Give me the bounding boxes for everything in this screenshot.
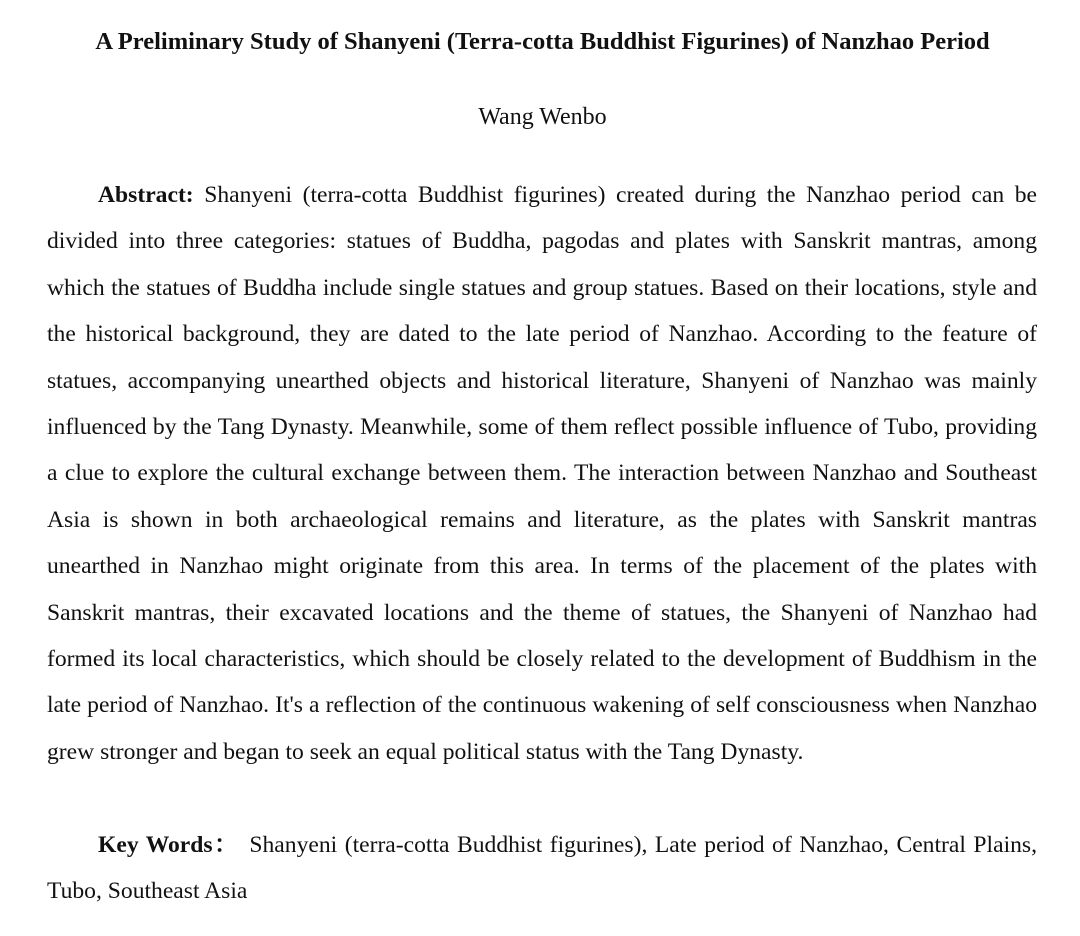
keywords-label: Key Words： xyxy=(98,832,240,858)
paper-title: A Preliminary Study of Shanyeni (Terra-cotta Buddhist Figurines) of Nanzhao Period xyxy=(95,28,990,55)
abstract-label: Abstract: xyxy=(98,182,194,208)
abstract-paragraph xyxy=(47,172,1037,775)
author-name: Wang Wenbo xyxy=(478,104,607,130)
keywords-text: Shanyeni (terra-cotta Buddhist figurines), Late period of Nanzhao, Central Plains, Tubo, Southeast Asia xyxy=(47,832,1037,905)
abstract-text: Shanyeni (terra-cotta Buddhist figurines) created during the Nanzhao period can be divided into three categories: statues of Buddha, pagodas and plates with Sanskrit mantras, among which the statues of Buddha include single statues and group statues. Based on their locations, style and the historical background, they are dated to the late period of Nanzhao. According to the feature of statues, accompanying unearthed objects and historical literature, Shanyeni of Nanzhao was mainly influenced by the Tang Dynasty. Meanwhile, some of them reflect possible influence of Tubo, providing a clue to explore the cultural exchange between them. The interaction between Nanzhao and Southeast Asia is shown in both archaeological remains and literature, as the plates with Sanskrit mantras unearthed in Nanzhao might originate from this area. In terms of the placement of the plates with Sanskrit mantras, their excavated locations and the theme of statues, the Shanyeni of Nanzhao had formed its local characteristics, which should be closely related to the development of Buddhism in the late period of Nanzhao. It's a reflection of the continuous wakening of self consciousness when Nanzhao grew stronger and began to seek an equal political status with the Tang Dynasty. xyxy=(47,182,1037,765)
keywords-paragraph xyxy=(47,822,1037,915)
